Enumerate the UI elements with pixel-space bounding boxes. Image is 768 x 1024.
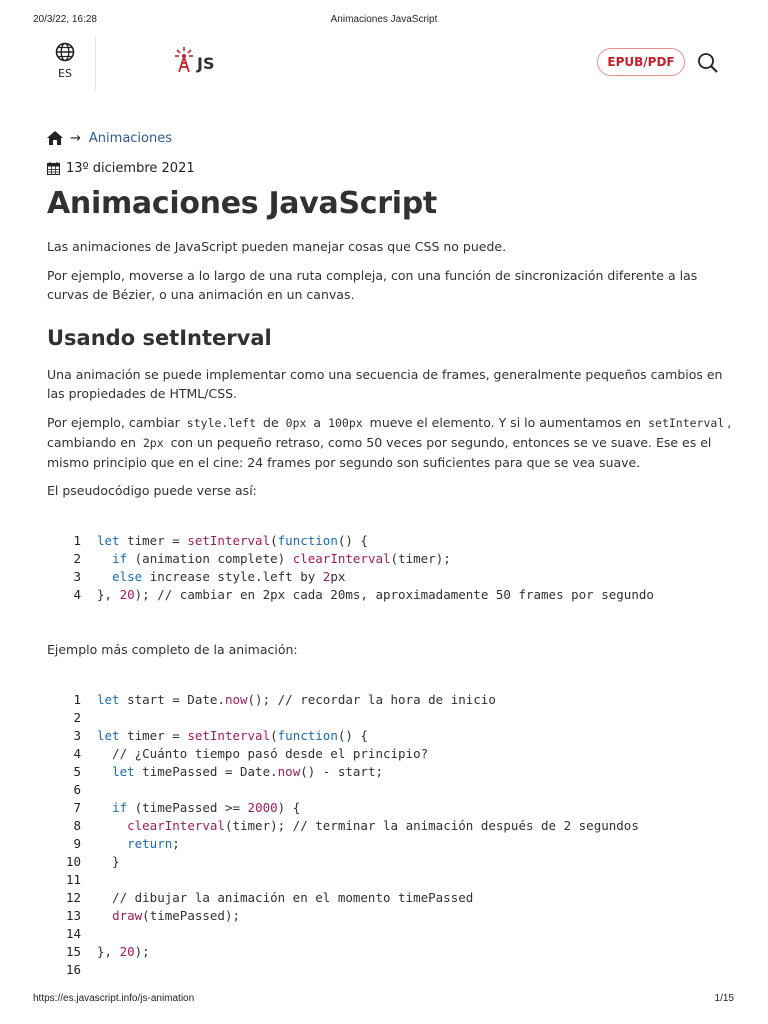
code-line bbox=[47, 889, 474, 907]
language-code: ES bbox=[58, 67, 72, 80]
p2-text-e: , cambiando en bbox=[47, 415, 732, 450]
code-text: // dibujar la animación en el momento timePassed bbox=[97, 890, 474, 905]
line-number: 14 bbox=[65, 926, 81, 941]
code-line bbox=[47, 727, 368, 745]
line-number: 3 bbox=[73, 728, 81, 743]
p2-text-d: mueve el elemento. Y si lo aumentamos en bbox=[369, 415, 642, 430]
code-line bbox=[47, 835, 180, 853]
paragraph-frames: Una animación se puede implementar como una secuencia de frames, generalmente pequeños cambios en las propiedades de HTML/CSS. bbox=[47, 367, 723, 401]
inline-code-0px: 0px bbox=[285, 416, 307, 430]
site-header bbox=[0, 36, 768, 92]
code-line bbox=[47, 871, 81, 889]
code-line bbox=[47, 745, 429, 763]
publish-date-text: 13º diciembre 2021 bbox=[66, 160, 195, 176]
line-number: 4 bbox=[73, 587, 81, 602]
print-page-number: 1/15 bbox=[714, 993, 734, 1004]
code-line bbox=[47, 532, 368, 550]
paragraph-example bbox=[47, 413, 737, 472]
code-text: if (timePassed >= 2000) { bbox=[112, 800, 301, 815]
print-footer bbox=[0, 993, 768, 1007]
code-line bbox=[47, 763, 384, 781]
publish-date bbox=[47, 159, 195, 177]
search-icon[interactable] bbox=[697, 52, 719, 74]
code-text: draw(timePassed); bbox=[112, 908, 241, 923]
epub-pdf-button[interactable]: EPUB/PDF bbox=[597, 48, 685, 76]
p2-text-a: Por ejemplo, cambiar bbox=[47, 415, 180, 430]
line-number: 4 bbox=[73, 746, 81, 761]
inline-code-style-left: style.left bbox=[186, 416, 257, 430]
inline-code-100px: 100px bbox=[328, 416, 363, 430]
breadcrumb-link-animaciones[interactable]: Animaciones bbox=[88, 130, 173, 146]
line-number: 6 bbox=[73, 782, 81, 797]
code-line bbox=[47, 943, 150, 961]
site-logo[interactable] bbox=[172, 44, 232, 74]
code-text: else increase style.left by 2px bbox=[112, 569, 346, 584]
home-icon[interactable] bbox=[47, 131, 63, 145]
intro-paragraph-1: Las animaciones de JavaScript pueden manejar cosas que CSS no puede. bbox=[47, 239, 507, 254]
print-title: Animaciones JavaScript bbox=[330, 14, 438, 25]
logo-text: JS bbox=[197, 54, 215, 73]
line-number: 11 bbox=[65, 872, 81, 887]
line-number: 13 bbox=[65, 908, 81, 923]
p2-text-f: con un pequeño retraso, como 50 veces por segundo, entonces se ve suave. Ese es el mismo principio que en el cine: 24 frames por segundo son suficientes para que se vea suave. bbox=[47, 435, 712, 470]
code-line bbox=[47, 568, 346, 586]
line-number: 5 bbox=[73, 764, 81, 779]
code-line bbox=[47, 799, 301, 817]
calendar-icon bbox=[47, 162, 60, 175]
code-text: let start = Date.now(); // recordar la hora de inicio bbox=[97, 692, 496, 707]
line-number: 7 bbox=[73, 800, 81, 815]
line-number: 15 bbox=[65, 944, 81, 959]
code-line bbox=[47, 709, 81, 727]
header-divider bbox=[95, 36, 96, 91]
language-switcher[interactable] bbox=[46, 42, 84, 80]
code-line bbox=[47, 586, 654, 604]
print-header bbox=[0, 14, 768, 28]
p2-text-b: de bbox=[263, 415, 279, 430]
paragraph-full-example: Ejemplo más completo de la animación: bbox=[47, 642, 298, 657]
line-number: 12 bbox=[65, 890, 81, 905]
logo-tower-icon bbox=[172, 44, 198, 74]
code-line bbox=[47, 550, 451, 568]
section-heading: Usando setInterval bbox=[47, 326, 272, 350]
code-text: return; bbox=[127, 836, 180, 851]
code-text: let timePassed = Date.now() - start; bbox=[112, 764, 384, 779]
code-text: } bbox=[97, 854, 120, 869]
code-text: }, 20); bbox=[97, 944, 150, 959]
code-line bbox=[47, 961, 81, 979]
code-text: }, 20); // cambiar en 2px cada 20ms, aproximadamente 50 frames por segundo bbox=[97, 587, 654, 602]
code-text: let timer = setInterval(function() { bbox=[97, 533, 368, 548]
inline-code-setinterval: setInterval bbox=[648, 416, 725, 430]
code-text: if (animation complete) clearInterval(timer); bbox=[112, 551, 451, 566]
code-line bbox=[47, 781, 81, 799]
page-title: Animaciones JavaScript bbox=[47, 186, 437, 221]
inline-code-2px: 2px bbox=[142, 436, 164, 450]
code-line bbox=[47, 691, 496, 709]
intro-paragraph-2: Por ejemplo, moverse a lo largo de una ruta compleja, con una función de sincronización diferente a las curvas de Bézier, o una animación en un canvas. bbox=[47, 268, 698, 302]
code-line bbox=[47, 925, 81, 943]
print-url: https://es.javascript.info/js-animation bbox=[33, 993, 195, 1004]
breadcrumb-separator: → bbox=[70, 130, 81, 146]
line-number: 1 bbox=[73, 692, 81, 707]
paragraph-pseudocode: El pseudocódigo puede verse así: bbox=[47, 483, 257, 498]
code-text: clearInterval(timer); // terminar la animación después de 2 segundos bbox=[127, 818, 639, 833]
breadcrumb bbox=[47, 129, 172, 147]
code-line bbox=[47, 907, 241, 925]
line-number: 2 bbox=[73, 710, 81, 725]
line-number: 16 bbox=[65, 962, 81, 977]
code-text: let timer = setInterval(function() { bbox=[97, 728, 368, 743]
line-number: 8 bbox=[73, 818, 81, 833]
code-line bbox=[47, 817, 639, 835]
line-number: 1 bbox=[73, 533, 81, 548]
globe-icon bbox=[55, 42, 75, 62]
line-number: 9 bbox=[73, 836, 81, 851]
code-text: // ¿Cuánto tiempo pasó desde el principio? bbox=[97, 746, 429, 761]
print-datetime: 20/3/22, 16:28 bbox=[33, 14, 97, 25]
code-line bbox=[47, 853, 120, 871]
line-number: 2 bbox=[73, 551, 81, 566]
line-number: 10 bbox=[65, 854, 81, 869]
line-number: 3 bbox=[73, 569, 81, 584]
p2-text-c: a bbox=[313, 415, 322, 430]
